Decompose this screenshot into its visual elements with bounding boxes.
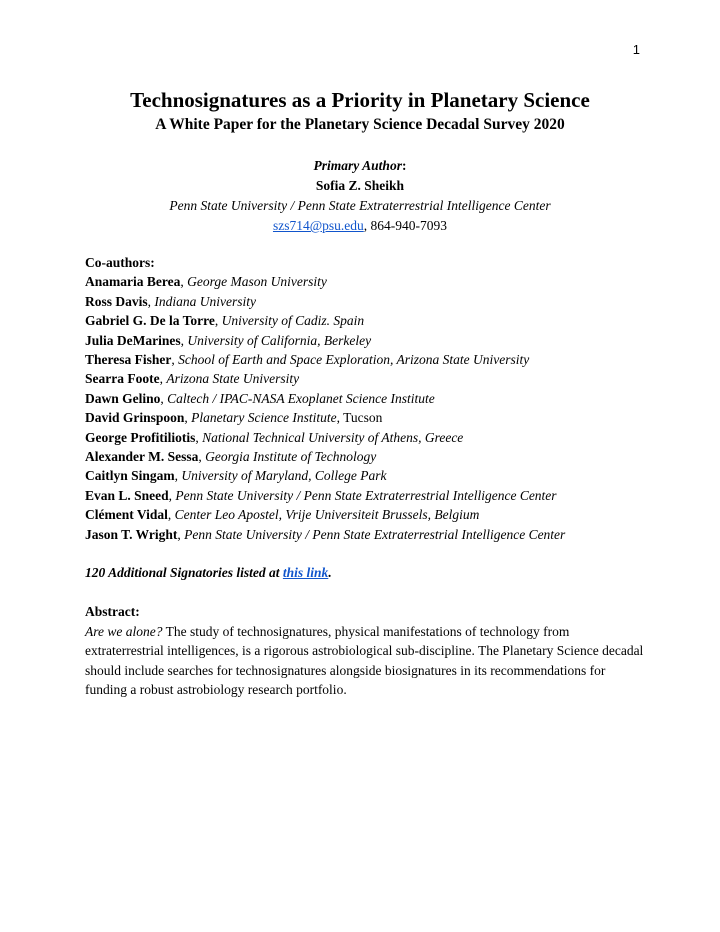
coauthor-affiliation: University of Maryland, College Park (181, 468, 387, 484)
coauthor-affiliation: Penn State University / Penn State Extraterrestrial Intelligence Center (184, 526, 566, 542)
coauthor-name: Alexander M. Sessa (85, 449, 199, 465)
coauthor-name: Searra Foote (85, 371, 160, 387)
coauthor-row (85, 466, 665, 485)
coauthor-affiliation: University of California, Berkeley (187, 332, 372, 348)
primary-author-name: Sofia Z. Sheikh (315, 178, 405, 193)
coauthor-separator: , (167, 507, 175, 523)
abstract-lead: Are we alone? (85, 623, 163, 639)
coauthor-row (85, 389, 665, 408)
phone-number: , 864-940-7093 (363, 218, 448, 233)
coauthor-name: Gabriel G. De la Torre (85, 313, 215, 329)
primary-author-heading (0, 156, 720, 176)
signatories-text: 120 Additional Signatories listed at (85, 565, 283, 580)
coauthor-list (85, 272, 665, 544)
primary-author-contact (0, 216, 720, 236)
coauthor-name: George Profitiliotis (85, 429, 196, 445)
paper-title: Technosignatures as a Priority in Planetary Science (130, 88, 590, 112)
coauthor-name: David Grinspoon (85, 410, 185, 426)
primary-author-block (0, 156, 720, 236)
coauthor-row (85, 292, 665, 311)
coauthor-name: Jason T. Wright (85, 526, 178, 542)
primary-author-affiliation: Penn State University / Penn State Extraterrestrial Intelligence Center (169, 198, 551, 213)
coauthor-separator: , (147, 293, 155, 309)
coauthor-affiliation: Center Leo Apostel, Vrije Universiteit Brussels, Belgium (174, 507, 480, 523)
coauthors-heading: Co-authors: (85, 255, 155, 270)
coauthor-separator: , (159, 371, 167, 387)
coauthor-separator: , (177, 526, 185, 542)
coauthor-name: Evan L. Sneed (85, 487, 169, 503)
coauthor-row (85, 408, 665, 427)
coauthor-affiliation: School of Earth and Space Exploration, Arizona State University (178, 352, 530, 368)
primary-author-colon: : (401, 158, 407, 173)
coauthor-separator: , (171, 352, 179, 368)
coauthor-affiliation: Penn State University / Penn State Extraterrestrial Intelligence Center (175, 487, 557, 503)
coauthor-row (85, 486, 665, 505)
signatories-line (85, 563, 332, 582)
page-number: 1 (632, 42, 640, 57)
coauthor-affiliation: Indiana University (154, 293, 256, 309)
coauthor-affiliation: Caltech / IPAC-NASA Exoplanet Science Institute (167, 390, 435, 406)
abstract-section (85, 602, 645, 700)
coauthor-row (85, 311, 665, 330)
coauthor-separator: , (160, 390, 168, 406)
primary-author-label: Primary Author (313, 158, 402, 173)
abstract-heading: Abstract: (85, 604, 140, 619)
coauthor-separator: , (184, 410, 192, 426)
coauthor-name: Dawn Gelino (85, 390, 161, 406)
coauthor-name: Anamaria Berea (85, 274, 181, 290)
coauthor-row (85, 369, 665, 388)
coauthor-row (85, 350, 665, 369)
coauthor-row (85, 331, 665, 350)
coauthor-row (85, 505, 665, 524)
signatories-link[interactable]: this link (282, 565, 329, 580)
coauthor-name: Clément Vidal (85, 507, 168, 523)
signatories-end: . (328, 565, 332, 580)
coauthor-affiliation-extra: , Tucson (336, 410, 383, 426)
coauthors-section (85, 253, 665, 544)
coauthor-separator: , (180, 274, 188, 290)
coauthor-separator: , (195, 429, 203, 445)
coauthor-affiliation: Arizona State University (166, 371, 300, 387)
coauthor-name: Ross Davis (85, 293, 148, 309)
coauthor-affiliation: Planetary Science Institute (191, 410, 337, 426)
abstract-text (85, 622, 645, 700)
coauthor-affiliation: George Mason University (187, 274, 327, 290)
coauthor-separator: , (198, 449, 206, 465)
coauthor-row (85, 428, 665, 447)
coauthor-name: Julia DeMarines (85, 332, 181, 348)
coauthor-affiliation: University of Cadiz. Spain (221, 313, 365, 329)
coauthor-affiliation: National Technical University of Athens, Greece (202, 429, 464, 445)
paper-subtitle: A White Paper for the Planetary Science Decadal Survey 2020 (155, 116, 565, 133)
abstract-body: The study of technosignatures, physical manifestations of technology from extraterrestrial intelligences, is a rigorous astrobiological sub-discipline. The Planetary Science decadal should include searches for technosignatures alongside biosignatures in its recommendations for funding a robust astrobiology research portfolio. (85, 623, 644, 698)
coauthor-row (85, 447, 665, 466)
coauthor-separator: , (214, 313, 222, 329)
coauthor-separator: , (174, 468, 182, 484)
coauthor-separator: , (168, 487, 176, 503)
coauthor-name: Theresa Fisher (85, 352, 172, 368)
coauthor-name: Caitlyn Singam (85, 468, 175, 484)
coauthor-row (85, 525, 665, 544)
coauthor-separator: , (180, 332, 188, 348)
email-link[interactable]: szs714@psu.edu (272, 218, 364, 233)
coauthor-affiliation: Georgia Institute of Technology (205, 449, 377, 465)
coauthor-row (85, 272, 665, 291)
